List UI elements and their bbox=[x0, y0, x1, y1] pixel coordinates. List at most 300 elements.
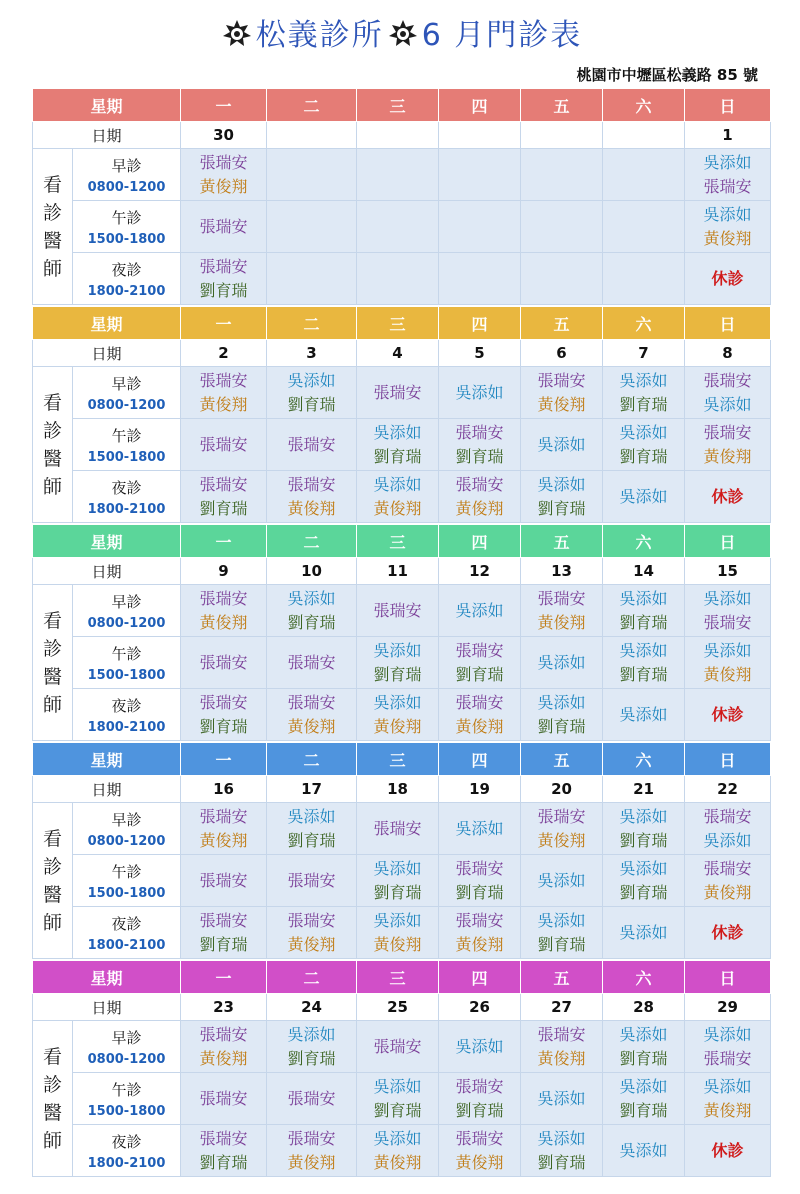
schedule-cell bbox=[521, 149, 603, 201]
schedule-cell bbox=[181, 471, 267, 523]
schedule-cell bbox=[603, 471, 685, 523]
schedule-cell bbox=[521, 1125, 603, 1177]
session-row bbox=[33, 1073, 771, 1125]
session-time: 1800-2100 bbox=[87, 283, 166, 299]
doctor-side-label bbox=[33, 1021, 73, 1177]
schedule-cell bbox=[439, 1021, 521, 1073]
doctor-name: 黃俊翔 bbox=[287, 1152, 336, 1172]
doctor-side-char: 醫 bbox=[42, 883, 62, 906]
schedule-cell bbox=[439, 471, 521, 523]
date-label: 日期 bbox=[33, 994, 181, 1021]
weekday-header-cell: 一 bbox=[181, 307, 267, 340]
schedule-cell bbox=[685, 201, 771, 253]
doctor-name: 劉育瑞 bbox=[619, 830, 668, 850]
doctor-side-label bbox=[33, 585, 73, 741]
session-time: 1800-2100 bbox=[87, 937, 166, 953]
date-label: 日期 bbox=[33, 558, 181, 585]
schedule-cell bbox=[521, 253, 603, 305]
session-row bbox=[33, 419, 771, 471]
date-cell: 7 bbox=[603, 340, 685, 367]
session-row bbox=[33, 637, 771, 689]
session-time: 1800-2100 bbox=[87, 719, 166, 735]
schedule-cell bbox=[267, 689, 357, 741]
weekday-header-cell: 日 bbox=[685, 961, 771, 994]
doctor-name: 張瑞安 bbox=[455, 1128, 504, 1148]
schedule-cell bbox=[521, 1073, 603, 1125]
session-name: 午診 bbox=[111, 862, 142, 881]
session-label bbox=[73, 689, 181, 741]
weekday-header-row bbox=[33, 525, 771, 558]
weekday-header-cell: 四 bbox=[439, 525, 521, 558]
schedule-cell bbox=[521, 803, 603, 855]
doctor-name: 黃俊翔 bbox=[287, 498, 336, 518]
date-cell: 1 bbox=[685, 122, 771, 149]
schedule-cell bbox=[685, 1021, 771, 1073]
week-table bbox=[32, 88, 771, 305]
doctor-name: 張瑞安 bbox=[199, 474, 248, 494]
date-cell: 18 bbox=[357, 776, 439, 803]
schedule-cell bbox=[603, 253, 685, 305]
weekday-header-row bbox=[33, 743, 771, 776]
session-row bbox=[33, 253, 771, 305]
date-cell bbox=[439, 122, 521, 149]
weekday-header-label: 星期 bbox=[33, 961, 181, 994]
schedule-cell bbox=[439, 201, 521, 253]
schedule-cell bbox=[439, 149, 521, 201]
date-cell: 28 bbox=[603, 994, 685, 1021]
week-block bbox=[32, 306, 770, 523]
date-cell bbox=[267, 122, 357, 149]
doctor-name: 黃俊翔 bbox=[537, 830, 586, 850]
doctor-name: 劉育瑞 bbox=[619, 664, 668, 684]
session-time: 1800-2100 bbox=[87, 1155, 166, 1171]
session-label bbox=[73, 253, 181, 305]
session-row bbox=[33, 855, 771, 907]
session-name: 夜診 bbox=[111, 260, 142, 279]
doctor-name: 張瑞安 bbox=[537, 588, 586, 608]
doctor-name: 張瑞安 bbox=[703, 612, 752, 632]
clinic-name: 松義診所 bbox=[255, 18, 384, 53]
doctor-side-char: 師 bbox=[42, 1129, 62, 1152]
doctor-name: 張瑞安 bbox=[199, 692, 248, 712]
doctor-name: 劉育瑞 bbox=[537, 934, 586, 954]
doctor-name: 張瑞安 bbox=[199, 1024, 248, 1044]
date-label: 日期 bbox=[33, 122, 181, 149]
schedule-cell bbox=[181, 907, 267, 959]
weekday-header-cell: 三 bbox=[357, 307, 439, 340]
date-cell: 23 bbox=[181, 994, 267, 1021]
date-cell: 24 bbox=[267, 994, 357, 1021]
week-block bbox=[32, 742, 770, 959]
doctor-name: 吳添如 bbox=[373, 1128, 422, 1148]
doctor-name: 吳添如 bbox=[373, 1076, 422, 1096]
session-time: 1500-1800 bbox=[87, 1103, 166, 1119]
doctor-name: 吳添如 bbox=[703, 1024, 752, 1044]
doctor-name: 黃俊翔 bbox=[287, 716, 336, 736]
session-name: 夜診 bbox=[111, 914, 142, 933]
date-cell: 12 bbox=[439, 558, 521, 585]
schedule-cell bbox=[439, 1073, 521, 1125]
weekday-header-label: 星期 bbox=[33, 743, 181, 776]
date-cell: 20 bbox=[521, 776, 603, 803]
doctor-name: 劉育瑞 bbox=[455, 446, 504, 466]
date-cell: 6 bbox=[521, 340, 603, 367]
doctor-name: 黃俊翔 bbox=[199, 176, 248, 196]
schedule-cell bbox=[357, 367, 439, 419]
schedule-cell bbox=[439, 585, 521, 637]
schedule-cell bbox=[439, 855, 521, 907]
session-name: 早診 bbox=[111, 156, 142, 175]
session-time: 0800-1200 bbox=[87, 1051, 166, 1067]
doctor-name: 張瑞安 bbox=[199, 588, 248, 608]
doctor-name: 張瑞安 bbox=[703, 176, 752, 196]
weekday-header-cell: 日 bbox=[685, 743, 771, 776]
doctor-side-char: 看 bbox=[42, 173, 62, 196]
schedule-cell bbox=[267, 907, 357, 959]
weekday-header-cell: 一 bbox=[181, 89, 267, 122]
week-table bbox=[32, 960, 771, 1177]
date-cell: 15 bbox=[685, 558, 771, 585]
doctor-name: 劉育瑞 bbox=[619, 446, 668, 466]
schedule-cell bbox=[603, 149, 685, 201]
schedule-cell bbox=[603, 201, 685, 253]
date-cell: 19 bbox=[439, 776, 521, 803]
weekday-header-cell: 四 bbox=[439, 961, 521, 994]
session-label bbox=[73, 201, 181, 253]
doctor-name: 張瑞安 bbox=[703, 370, 752, 390]
doctor-name: 黃俊翔 bbox=[703, 1100, 752, 1120]
schedule-cell bbox=[357, 253, 439, 305]
doctor-name: 張瑞安 bbox=[373, 382, 422, 402]
schedule-cell bbox=[685, 367, 771, 419]
schedule-cell bbox=[685, 1073, 771, 1125]
session-label bbox=[73, 471, 181, 523]
date-cell: 10 bbox=[267, 558, 357, 585]
doctor-side-char: 診 bbox=[42, 855, 62, 878]
doctor-name: 吳添如 bbox=[373, 858, 422, 878]
doctor-name: 吳添如 bbox=[537, 474, 586, 494]
clinic-emblem-icon bbox=[388, 18, 418, 48]
schedule-cell bbox=[181, 367, 267, 419]
doctor-name: 吳添如 bbox=[619, 640, 668, 660]
schedule-cell bbox=[685, 471, 771, 523]
doctor-name: 吳添如 bbox=[537, 910, 586, 930]
doctor-name: 張瑞安 bbox=[287, 1088, 336, 1108]
doctor-side-char: 看 bbox=[42, 827, 62, 850]
doctor-name: 吳添如 bbox=[619, 588, 668, 608]
session-row bbox=[33, 367, 771, 419]
session-time: 1500-1800 bbox=[87, 231, 166, 247]
doctor-name: 吳添如 bbox=[537, 1088, 586, 1108]
doctor-name: 黃俊翔 bbox=[373, 498, 422, 518]
doctor-side-label bbox=[33, 803, 73, 959]
doctor-name: 劉育瑞 bbox=[455, 1100, 504, 1120]
doctor-name: 張瑞安 bbox=[287, 692, 336, 712]
doctor-side-label bbox=[33, 149, 73, 305]
date-cell: 26 bbox=[439, 994, 521, 1021]
doctor-name: 張瑞安 bbox=[703, 858, 752, 878]
schedule-cell bbox=[685, 689, 771, 741]
week-table bbox=[32, 524, 771, 741]
schedule-cell bbox=[521, 1021, 603, 1073]
schedule-cell bbox=[181, 149, 267, 201]
doctor-name: 吳添如 bbox=[619, 922, 668, 942]
schedule-cell bbox=[267, 253, 357, 305]
schedule-cell bbox=[521, 855, 603, 907]
doctor-name: 黃俊翔 bbox=[703, 228, 752, 248]
session-name: 早診 bbox=[111, 810, 142, 829]
schedule-cell bbox=[521, 367, 603, 419]
date-cell: 2 bbox=[181, 340, 267, 367]
session-label bbox=[73, 637, 181, 689]
doctor-name: 吳添如 bbox=[373, 910, 422, 930]
weekday-header-cell: 一 bbox=[181, 961, 267, 994]
schedule-cell bbox=[521, 689, 603, 741]
weekday-header-row bbox=[33, 307, 771, 340]
date-row bbox=[33, 122, 771, 149]
schedule-cell bbox=[521, 907, 603, 959]
date-cell: 14 bbox=[603, 558, 685, 585]
date-row bbox=[33, 558, 771, 585]
doctor-name: 吳添如 bbox=[373, 640, 422, 660]
doctor-name: 張瑞安 bbox=[287, 1128, 336, 1148]
session-time: 0800-1200 bbox=[87, 833, 166, 849]
schedule-cell bbox=[603, 1073, 685, 1125]
doctor-name: 吳添如 bbox=[287, 370, 336, 390]
closed-label: 休診 bbox=[711, 486, 744, 506]
weekday-header-cell: 三 bbox=[357, 961, 439, 994]
session-label bbox=[73, 367, 181, 419]
schedule-cell bbox=[603, 637, 685, 689]
session-row bbox=[33, 689, 771, 741]
doctor-name: 張瑞安 bbox=[199, 370, 248, 390]
schedule-cell bbox=[521, 201, 603, 253]
doctor-name: 吳添如 bbox=[537, 1128, 586, 1148]
schedule-cell bbox=[357, 637, 439, 689]
doctor-name: 張瑞安 bbox=[703, 1048, 752, 1068]
doctor-name: 劉育瑞 bbox=[537, 1152, 586, 1172]
date-cell: 29 bbox=[685, 994, 771, 1021]
session-row bbox=[33, 1125, 771, 1177]
doctor-name: 劉育瑞 bbox=[619, 1100, 668, 1120]
session-time: 1500-1800 bbox=[87, 449, 166, 465]
weekday-header-cell: 五 bbox=[521, 525, 603, 558]
doctor-name: 張瑞安 bbox=[373, 818, 422, 838]
doctor-side-char: 師 bbox=[42, 257, 62, 280]
date-cell bbox=[521, 122, 603, 149]
schedule-cell bbox=[357, 689, 439, 741]
weekday-header-cell: 二 bbox=[267, 89, 357, 122]
session-label bbox=[73, 419, 181, 471]
doctor-name: 吳添如 bbox=[537, 652, 586, 672]
weekday-header-row bbox=[33, 961, 771, 994]
schedule-cell bbox=[357, 201, 439, 253]
session-time: 1500-1800 bbox=[87, 885, 166, 901]
date-row bbox=[33, 994, 771, 1021]
weekday-header-cell: 四 bbox=[439, 743, 521, 776]
weekday-header-cell: 四 bbox=[439, 307, 521, 340]
date-cell: 17 bbox=[267, 776, 357, 803]
schedule-cell bbox=[603, 585, 685, 637]
doctor-name: 黃俊翔 bbox=[455, 498, 504, 518]
doctor-side-char: 師 bbox=[42, 475, 62, 498]
schedule-cell bbox=[603, 907, 685, 959]
doctor-name: 劉育瑞 bbox=[287, 1048, 336, 1068]
date-cell: 8 bbox=[685, 340, 771, 367]
doctor-name: 吳添如 bbox=[619, 1076, 668, 1096]
doctor-side-char: 師 bbox=[42, 911, 62, 934]
doctor-name: 張瑞安 bbox=[287, 910, 336, 930]
session-name: 早診 bbox=[111, 374, 142, 393]
schedule-cell bbox=[685, 419, 771, 471]
doctor-name: 黃俊翔 bbox=[537, 612, 586, 632]
doctor-name: 劉育瑞 bbox=[287, 830, 336, 850]
doctor-name: 劉育瑞 bbox=[373, 882, 422, 902]
doctor-name: 吳添如 bbox=[455, 382, 504, 402]
schedule-cell bbox=[685, 855, 771, 907]
schedule-cell bbox=[267, 1125, 357, 1177]
schedule-cell bbox=[357, 149, 439, 201]
doctor-side-char: 醫 bbox=[42, 665, 62, 688]
session-name: 午診 bbox=[111, 644, 142, 663]
doctor-name: 吳添如 bbox=[373, 474, 422, 494]
date-cell: 25 bbox=[357, 994, 439, 1021]
date-label: 日期 bbox=[33, 340, 181, 367]
session-name: 夜診 bbox=[111, 696, 142, 715]
session-name: 午診 bbox=[111, 426, 142, 445]
schedule-cell bbox=[603, 803, 685, 855]
doctor-name: 劉育瑞 bbox=[455, 664, 504, 684]
schedule-cell bbox=[357, 1073, 439, 1125]
doctor-name: 張瑞安 bbox=[199, 216, 248, 236]
date-cell: 13 bbox=[521, 558, 603, 585]
schedule-cell bbox=[181, 201, 267, 253]
weekday-header-cell: 一 bbox=[181, 743, 267, 776]
schedule-cell bbox=[685, 253, 771, 305]
schedule-cell bbox=[181, 637, 267, 689]
doctor-name: 張瑞安 bbox=[199, 806, 248, 826]
doctor-name: 吳添如 bbox=[703, 830, 752, 850]
doctor-name: 吳添如 bbox=[703, 152, 752, 172]
doctor-name: 劉育瑞 bbox=[619, 1048, 668, 1068]
doctor-name: 劉育瑞 bbox=[199, 498, 248, 518]
schedule-cell bbox=[267, 1073, 357, 1125]
session-name: 早診 bbox=[111, 592, 142, 611]
schedule-cell bbox=[267, 585, 357, 637]
doctor-name: 黃俊翔 bbox=[455, 1152, 504, 1172]
doctor-name: 張瑞安 bbox=[287, 434, 336, 454]
doctor-name: 吳添如 bbox=[703, 1076, 752, 1096]
schedule-cell bbox=[439, 253, 521, 305]
weekday-header-cell: 二 bbox=[267, 961, 357, 994]
date-cell: 16 bbox=[181, 776, 267, 803]
schedule-cell bbox=[181, 855, 267, 907]
session-label bbox=[73, 855, 181, 907]
doctor-name: 黃俊翔 bbox=[703, 664, 752, 684]
schedule-cell bbox=[267, 471, 357, 523]
doctor-name: 吳添如 bbox=[619, 486, 668, 506]
doctor-name: 黃俊翔 bbox=[537, 394, 586, 414]
date-cell: 30 bbox=[181, 122, 267, 149]
weekday-header-cell: 三 bbox=[357, 525, 439, 558]
schedule-cell bbox=[357, 1125, 439, 1177]
doctor-name: 吳添如 bbox=[455, 1036, 504, 1056]
doctor-name: 吳添如 bbox=[619, 806, 668, 826]
date-label: 日期 bbox=[33, 776, 181, 803]
doctor-name: 吳添如 bbox=[373, 692, 422, 712]
weekday-header-cell: 六 bbox=[603, 743, 685, 776]
schedule-cell bbox=[439, 803, 521, 855]
doctor-name: 張瑞安 bbox=[199, 652, 248, 672]
doctor-name: 吳添如 bbox=[287, 588, 336, 608]
schedule-cell bbox=[439, 907, 521, 959]
date-row bbox=[33, 776, 771, 803]
doctor-name: 劉育瑞 bbox=[373, 664, 422, 684]
date-cell: 21 bbox=[603, 776, 685, 803]
schedule-cell bbox=[181, 1073, 267, 1125]
session-label bbox=[73, 907, 181, 959]
doctor-name: 黃俊翔 bbox=[199, 394, 248, 414]
schedule-cell bbox=[181, 1021, 267, 1073]
doctor-name: 張瑞安 bbox=[703, 422, 752, 442]
week-block bbox=[32, 960, 770, 1177]
schedule-cell bbox=[267, 367, 357, 419]
schedule-cell bbox=[181, 689, 267, 741]
schedule-cell bbox=[357, 585, 439, 637]
schedule-cell bbox=[685, 585, 771, 637]
date-cell: 5 bbox=[439, 340, 521, 367]
schedule-cell bbox=[181, 803, 267, 855]
doctor-name: 劉育瑞 bbox=[287, 394, 336, 414]
schedule-cell bbox=[357, 419, 439, 471]
doctor-name: 劉育瑞 bbox=[199, 280, 248, 300]
doctor-side-char: 診 bbox=[42, 637, 62, 660]
schedule-cell bbox=[267, 855, 357, 907]
weekday-header-cell: 二 bbox=[267, 743, 357, 776]
weekday-header-cell: 三 bbox=[357, 89, 439, 122]
doctor-name: 黃俊翔 bbox=[199, 1048, 248, 1068]
schedule-cell bbox=[181, 419, 267, 471]
weekday-header-cell: 六 bbox=[603, 89, 685, 122]
schedule-cell bbox=[439, 367, 521, 419]
date-cell: 4 bbox=[357, 340, 439, 367]
doctor-name: 張瑞安 bbox=[287, 870, 336, 890]
doctor-name: 張瑞安 bbox=[703, 806, 752, 826]
doctor-side-char: 醫 bbox=[42, 1101, 62, 1124]
session-name: 夜診 bbox=[111, 1132, 142, 1151]
doctor-name: 張瑞安 bbox=[199, 256, 248, 276]
schedule-cell bbox=[439, 419, 521, 471]
doctor-name: 黃俊翔 bbox=[199, 830, 248, 850]
schedule-cell bbox=[685, 149, 771, 201]
doctor-name: 張瑞安 bbox=[199, 870, 248, 890]
schedule-cell bbox=[521, 419, 603, 471]
doctor-name: 張瑞安 bbox=[199, 910, 248, 930]
doctor-name: 劉育瑞 bbox=[619, 394, 668, 414]
week-block bbox=[32, 524, 770, 741]
session-row bbox=[33, 585, 771, 637]
doctor-name: 劉育瑞 bbox=[537, 498, 586, 518]
schedule-cell bbox=[357, 1021, 439, 1073]
doctor-name: 吳添如 bbox=[373, 422, 422, 442]
doctor-side-char: 醫 bbox=[42, 229, 62, 252]
weekday-header-cell: 日 bbox=[685, 525, 771, 558]
doctor-name: 張瑞安 bbox=[537, 806, 586, 826]
doctor-name: 吳添如 bbox=[619, 1140, 668, 1160]
doctor-side-char: 看 bbox=[42, 391, 62, 414]
date-row bbox=[33, 340, 771, 367]
session-time: 1800-2100 bbox=[87, 501, 166, 517]
